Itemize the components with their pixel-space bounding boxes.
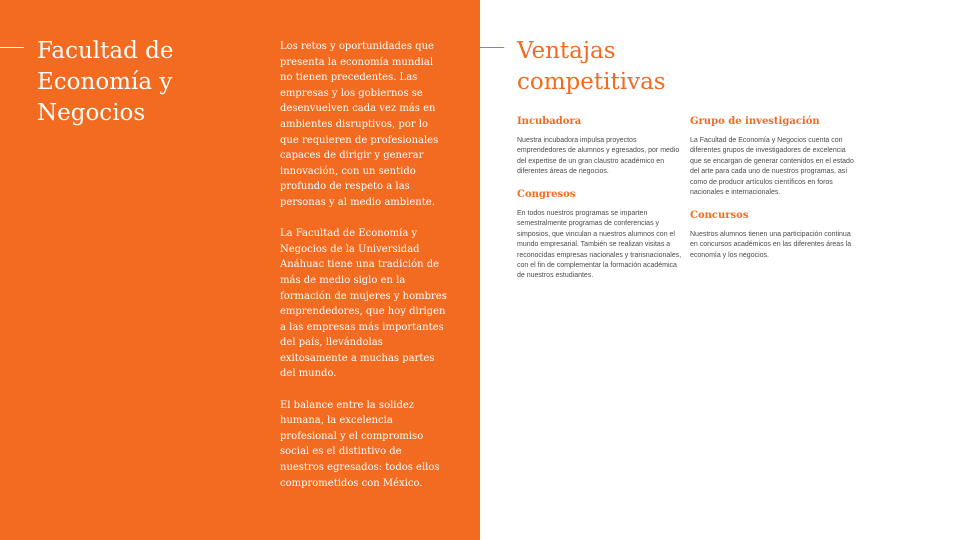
section-concursos	[690, 209, 858, 261]
intro-text	[280, 39, 448, 507]
section-incubadora	[517, 115, 685, 178]
section-text: La Facultad de Economía y Negocios cuenta con diferentes grupos de investigadores de excelencia que se encargan de generar contenidos en el estado del arte para cada uno de nuestros programas, así como de producir artículos científicos en foros nacionales e internacionales.	[690, 137, 854, 197]
section-text: En todos nuestros programas se imparten semestralmente programas de conferencias y simposios, que vinculan a nuestros alumnos con el mundo empresarial. También se realizan visitas a reconocidas empresas nacionales y transnacionales, con el fin de complementar la formación académica de nuestros estudiantes.	[517, 210, 682, 280]
intro-paragraph: El balance entre la solidez humana, la excelencia profesional y el compromiso social es el distintivo de nuestros egresados: todos ellos comprometidos con México.	[280, 399, 440, 489]
section-heading: Congresos	[517, 189, 576, 200]
section-grupo-investigacion	[690, 115, 858, 198]
title-rule-right	[480, 47, 504, 48]
page-title: Facultad de Economía y Negocios	[37, 38, 174, 126]
section-title: Ventajas competitivas	[517, 38, 666, 95]
section-heading: Incubadora	[517, 116, 582, 127]
intro-paragraph: La Facultad de Economía y Negocios de la Universidad Anáhuac tiene una tradición de más de medio siglo en la formación de mujeres y hombres emprendedores, que hoy dirigen a las empresas más importantes del país, llevándolas exitosamente a muchas partes del mundo.	[280, 228, 447, 380]
section-heading: Grupo de investigación	[690, 116, 820, 127]
section-congresos	[517, 188, 685, 282]
section-text: Nuestra incubadora impulsa proyectos emprendedores de alumnos y egresados, por medio del expertise de un gran claustro académico en diferentes áreas de negocios.	[517, 137, 680, 176]
title-rule-left	[0, 47, 24, 48]
intro-paragraph: Los retos y oportunidades que presenta la economía mundial no tienen precedentes. Las empresas y los gobiernos se desenvuelven cada vez más en ambientes disruptivos, por lo que requieren de profesionales capaces de dirigir y generar innovación, con un sentido profundo de respeto a las personas y al medio ambiente.	[280, 41, 439, 208]
section-heading: Concursos	[690, 210, 749, 221]
section-text: Nuestros alumnos tienen una participación continua en concursos académicos en las diferentes áreas la economía y los negocios.	[690, 231, 852, 259]
